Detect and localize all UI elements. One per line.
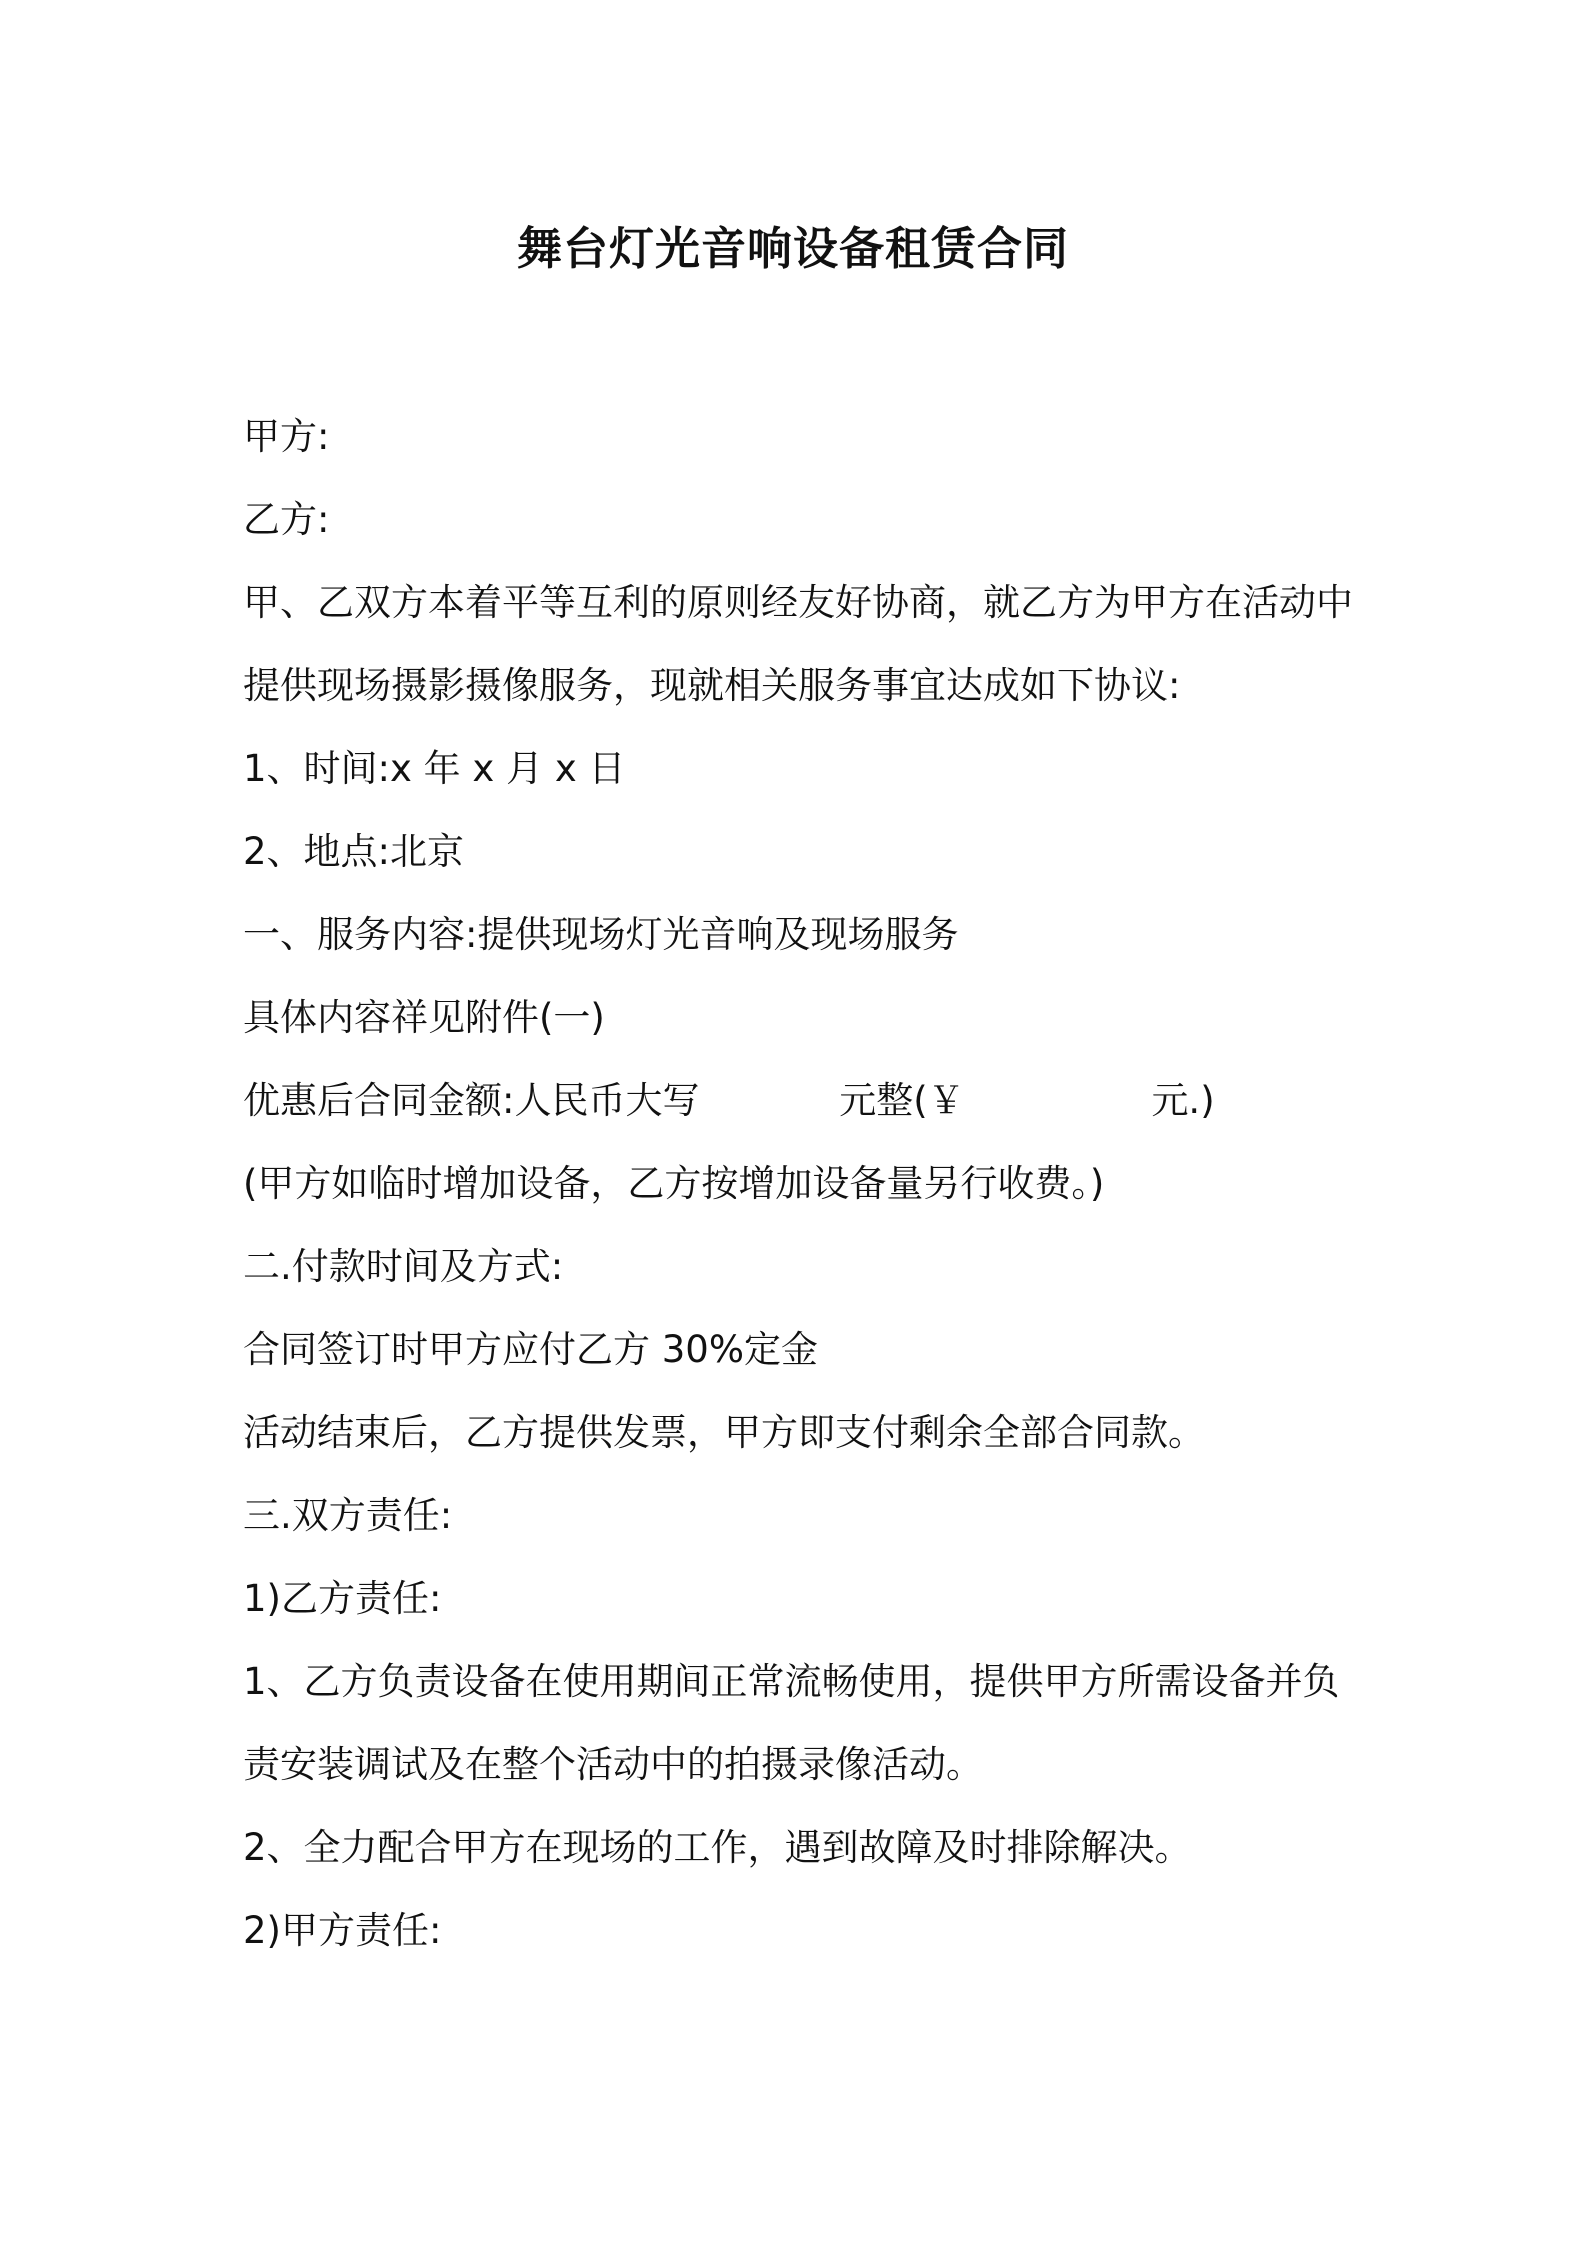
location-line: 2、地点:北京 — [243, 830, 465, 873]
party-a-line: 甲方: — [243, 415, 330, 458]
party-a-responsibilities-heading: 2)甲方责任: — [243, 1909, 442, 1952]
payment-heading: 二.付款时间及方式: — [243, 1245, 564, 1288]
responsibilities-heading: 三.双方责任: — [243, 1494, 453, 1537]
final-payment-line: 活动结束后，乙方提供发票，甲方即支付剩余全部合同款。 — [243, 1411, 1205, 1454]
amount-middle: 元整(￥ — [839, 1079, 965, 1122]
attachment-line: 具体内容祥见附件(一) — [243, 996, 605, 1039]
additional-fee-note: (甲方如临时增加设备，乙方按增加设备量另行收费。) — [243, 1162, 1105, 1205]
intro-line-1: 甲、乙双方本着平等互利的原则经友好协商，就乙方为甲方在活动中 — [243, 581, 1353, 624]
intro-line-2: 提供现场摄影摄像服务，现就相关服务事宜达成如下协议: — [243, 664, 1181, 707]
party-b-duty-2: 2、全力配合甲方在现场的工作，遇到故障及时排除解决。 — [243, 1826, 1192, 1869]
service-content-line: 一、服务内容:提供现场灯光音响及现场服务 — [243, 913, 959, 956]
amount-line — [243, 1076, 1215, 1126]
amount-end: 元.) — [1151, 1079, 1215, 1122]
document-title: 舞台灯光音响设备租赁合同 — [516, 222, 1069, 275]
time-line: 1、时间:x 年 x 月 x 日 — [243, 747, 626, 790]
party-b-line: 乙方: — [243, 498, 330, 541]
party-b-responsibilities-heading: 1)乙方责任: — [243, 1577, 442, 1620]
party-b-duty-1-line-2: 责安装调试及在整个活动中的拍摄录像活动。 — [243, 1743, 983, 1786]
amount-label: 优惠后合同金额:人民币大写 — [243, 1079, 700, 1122]
party-b-duty-1-line-1: 1、乙方负责设备在使用期间正常流畅使用，提供甲方所需设备并负 — [243, 1660, 1340, 1703]
deposit-line: 合同签订时甲方应付乙方 30%定金 — [243, 1328, 818, 1371]
